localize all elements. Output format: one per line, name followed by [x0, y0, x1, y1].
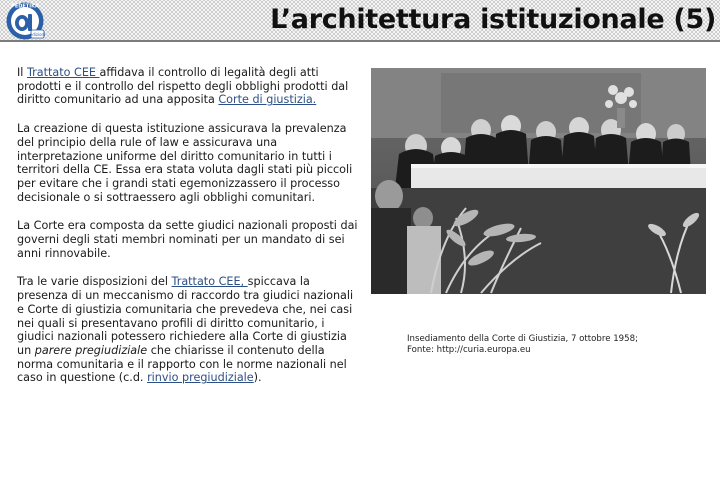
- photo-caption: [407, 334, 707, 356]
- caption-line-1: Insediamento della Corte di Giustizia, 7 ottobre 1958;: [407, 334, 638, 344]
- rinvio-pregiudiziale-link[interactable]: rinvio pregiudiziale: [147, 371, 254, 385]
- paragraph-4: Tra le varie disposizioni del Trattato CEE, spiccava la presenza di un meccanismo di raccordo tra giudici nazionali e Corte di giustizia comunitaria che prevedeva che, nei casi nei quali si presentavano profili di diritto comunitario, i giudici nazionali potessero richiedere alla Corte di giustizia un parere pregiudiziale che chiarisse il contenuto della norma comunitaria e il rapporto con le norme nazionali nel caso in questione (c.d. rinvio pregiudiziale).: [17, 275, 354, 385]
- title-bar: [0, 0, 720, 42]
- logo-text: PEDETIKA: [11, 3, 39, 10]
- logo-badge: edizioni: [29, 32, 46, 37]
- paragraph-3: La Corte era composta da sette giudici nazionali proposti dai governi degli stati membri nominati per un mandato di sei anni rinnovabile.: [17, 219, 358, 260]
- title-underline: [0, 40, 720, 42]
- body-text: [17, 66, 362, 385]
- slide-title: L’architettura istituzionale (5): [270, 4, 716, 35]
- court-photo: [371, 68, 706, 294]
- trattato-cee-link[interactable]: Trattato CEE: [26, 66, 100, 79]
- paragraph-1: Il Trattato CEE affidava il controllo di legalità degli atti prodotti e il controllo del rispetto degli obblighi prodotti dal diritto comunitario ad una apposita Corte di giustizia.: [17, 66, 349, 107]
- trattato-cee-link-2[interactable]: Trattato CEE,: [171, 275, 248, 289]
- paragraph-2: La creazione di questa istituzione assicurava la prevalenza del principio della rule of law e assicurava una interpretazione uniforme del diritto comunitario in tutti i territori della CE. Essa era stata voluta dagli stati più piccoli per evitare che i grandi stati egemonizzassero il processo decisionale o si sottraessero agli obblighi comunitari.: [17, 122, 353, 204]
- publisher-logo: [2, 1, 48, 41]
- corte-di-giustizia-link[interactable]: Corte di giustizia.: [218, 93, 317, 107]
- court-photo-graphic: [371, 68, 706, 294]
- caption-line-2: Fonte: http://curia.europa.eu: [407, 345, 531, 355]
